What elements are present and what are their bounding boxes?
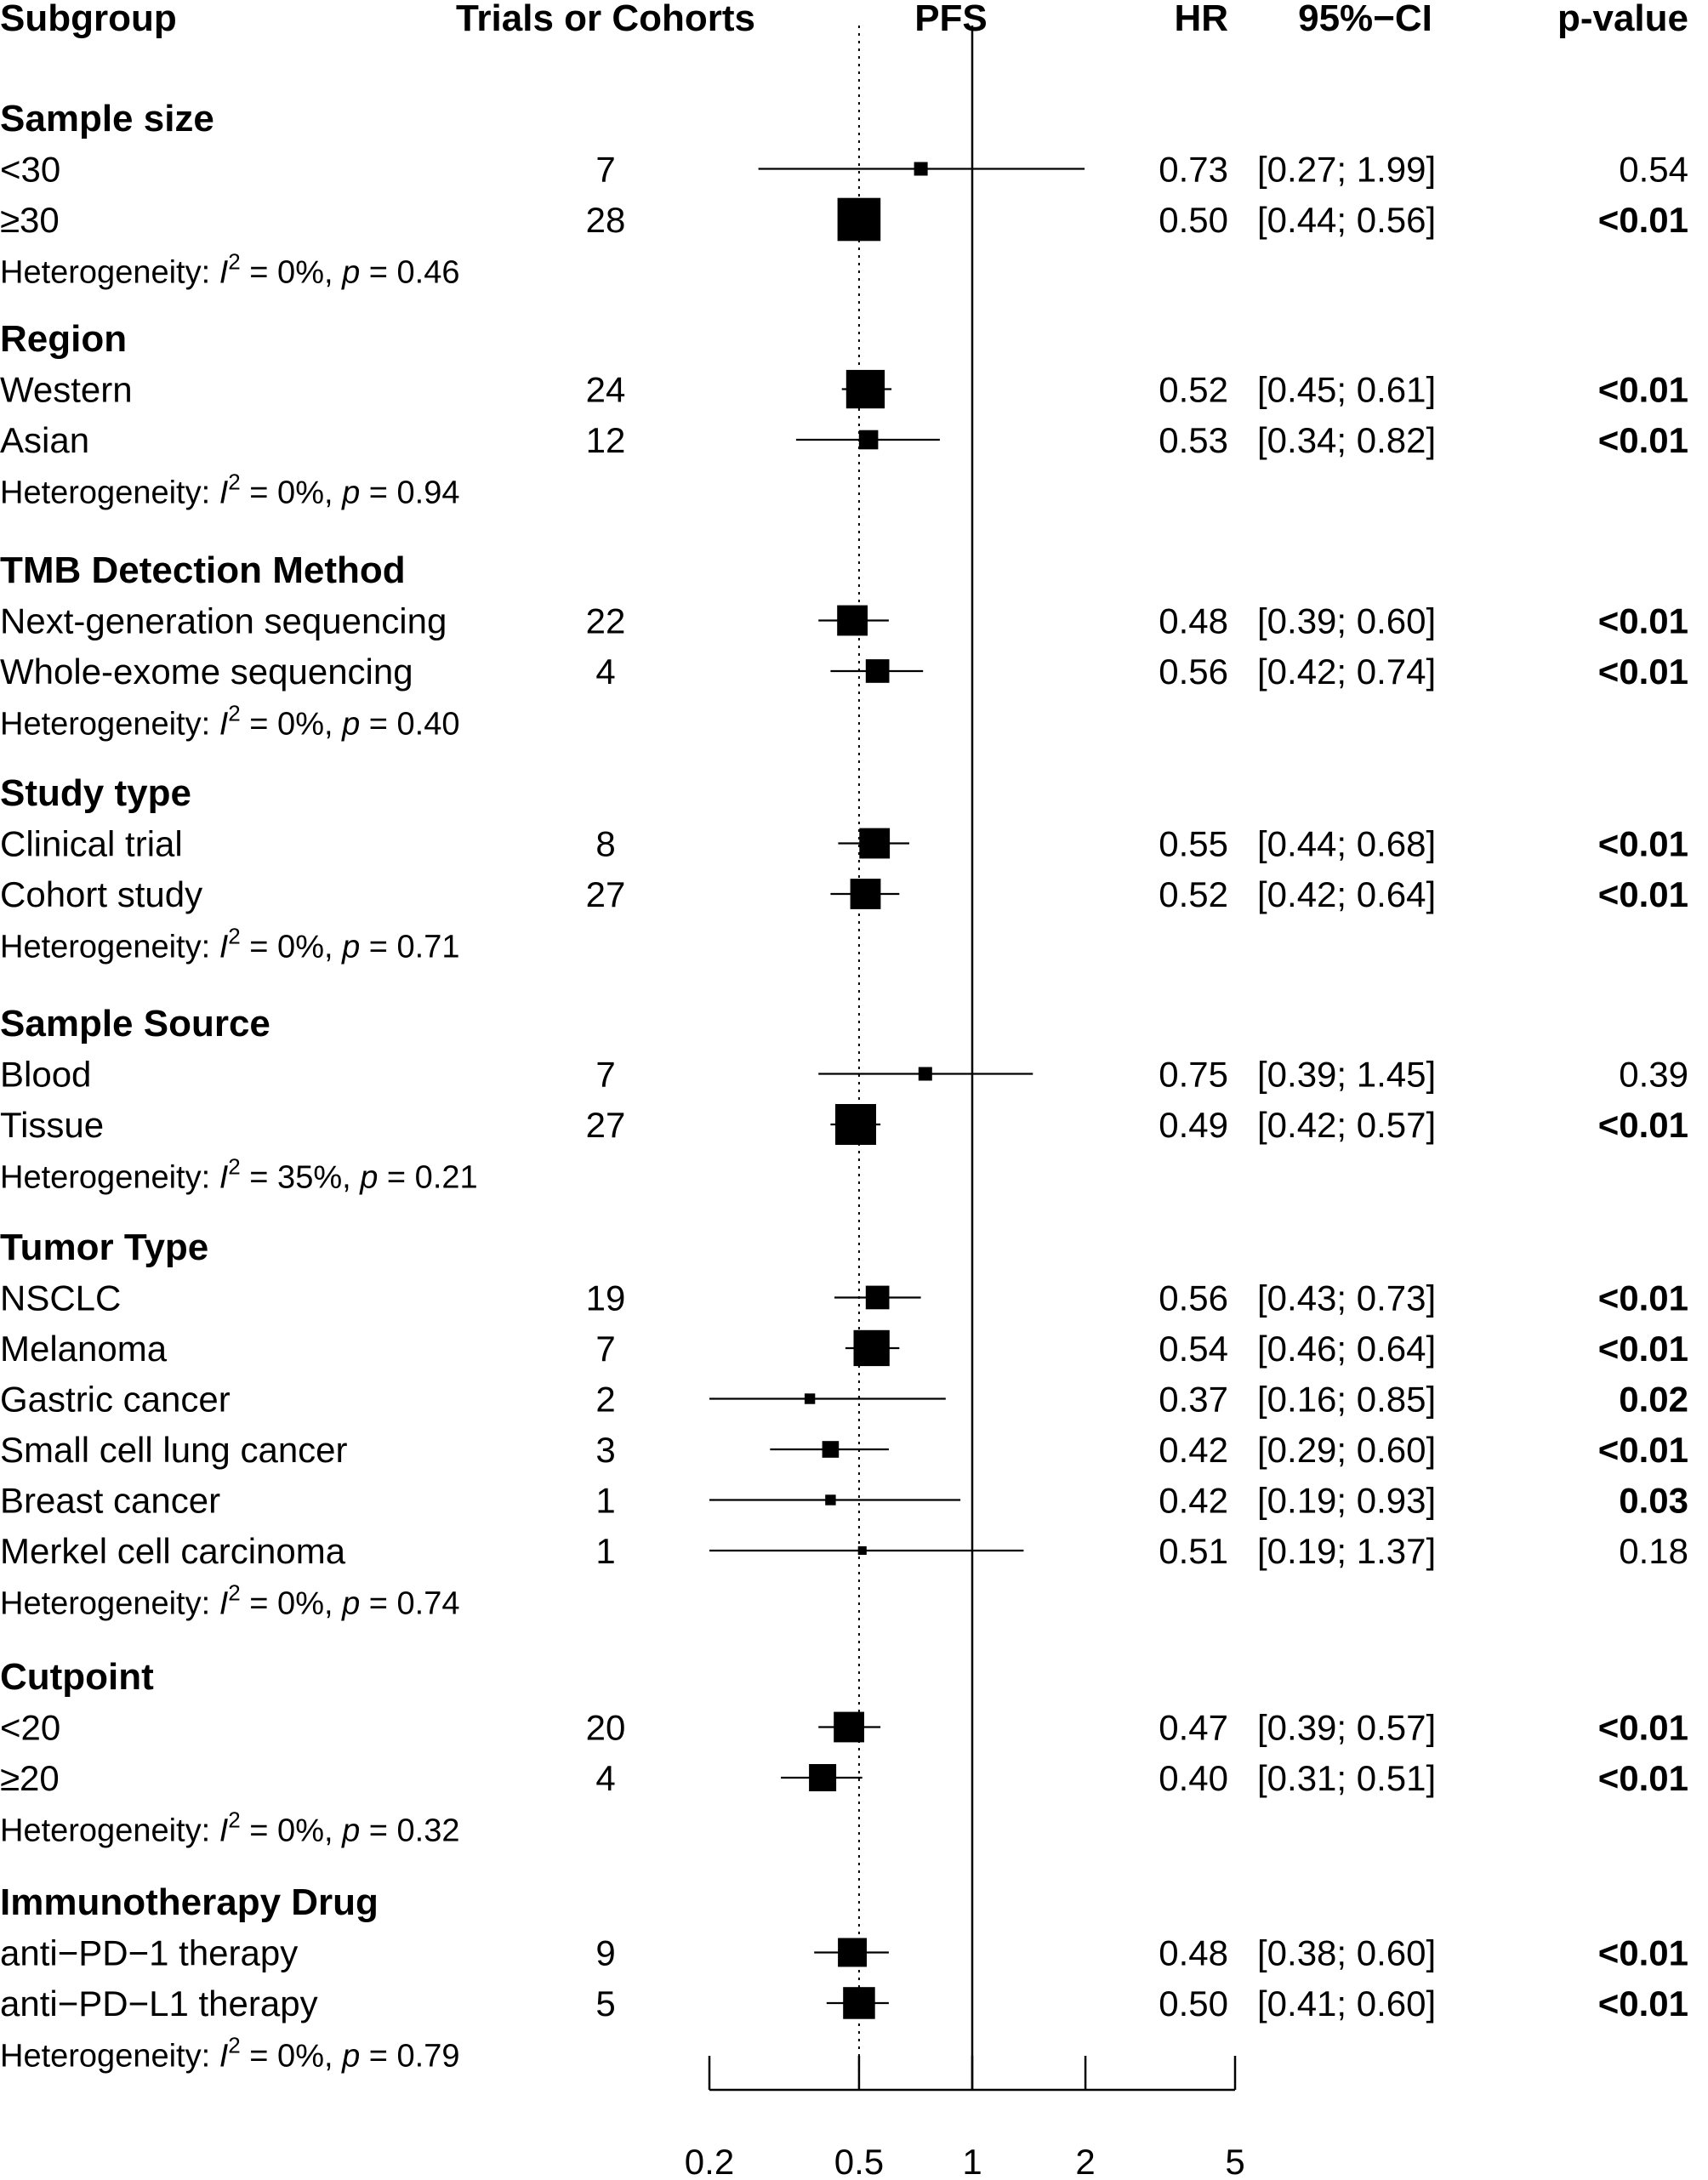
row-p-value: <0.01 <box>1597 420 1688 460</box>
row-trial-count: 20 <box>585 1707 626 1748</box>
heterogeneity-stat <box>0 2033 460 2075</box>
het-p-symbol: p <box>342 706 361 743</box>
row-hr-value: 0.40 <box>1159 1758 1228 1798</box>
het-superscript: 2 <box>228 2032 241 2058</box>
het-i2-value: = 0%, <box>240 2038 343 2075</box>
row-trial-count: 27 <box>585 874 626 914</box>
row-p-value: <0.01 <box>1597 200 1688 240</box>
het-i2-value: = 0%, <box>240 1585 343 1622</box>
row-trial-count: 5 <box>595 1984 616 2023</box>
hr-point-marker <box>866 1286 890 1310</box>
row-p-value: <0.01 <box>1597 1707 1688 1748</box>
row-ci-value: [0.34; 0.82] <box>1257 420 1437 460</box>
row-p-value: 0.03 <box>1619 1480 1688 1521</box>
het-i-symbol: I <box>219 2038 229 2075</box>
row-hr-value: 0.53 <box>1159 420 1228 460</box>
row-p-value: 0.39 <box>1619 1054 1688 1095</box>
het-superscript: 2 <box>228 248 241 275</box>
row-label: Asian <box>0 420 90 460</box>
row-trial-count: 7 <box>595 1329 616 1369</box>
forest-row <box>0 1708 1688 1748</box>
row-hr-value: 0.51 <box>1159 1531 1228 1571</box>
hr-point-marker <box>834 1712 864 1743</box>
row-trial-count: 2 <box>595 1379 616 1420</box>
het-p-symbol: p <box>342 475 361 511</box>
het-p-value: = 0.94 <box>360 475 460 511</box>
row-p-value: <0.01 <box>1597 1984 1688 2023</box>
row-trial-count: 22 <box>585 600 626 641</box>
row-hr-value: 0.73 <box>1159 149 1228 190</box>
forest-row <box>0 1430 1688 1470</box>
het-p-symbol: p <box>360 1159 379 1196</box>
forest-row <box>0 1984 1688 2023</box>
header-ci: 95%−CI <box>1298 0 1432 39</box>
hr-point-marker <box>835 1104 876 1145</box>
row-hr-value: 0.50 <box>1159 1984 1228 2023</box>
het-i2-value: = 0%, <box>240 254 343 291</box>
het-superscript: 2 <box>228 469 241 495</box>
row-label: NSCLC <box>0 1278 122 1318</box>
hr-point-marker <box>846 370 885 408</box>
row-trial-count: 1 <box>595 1480 616 1521</box>
het-i-symbol: I <box>219 254 229 291</box>
row-trial-count: 1 <box>595 1531 616 1571</box>
row-label: Cohort study <box>0 874 203 914</box>
forest-row <box>0 601 1688 641</box>
row-hr-value: 0.49 <box>1159 1105 1228 1145</box>
hr-point-marker <box>809 1764 836 1791</box>
x-tick-label: 2 <box>1075 2142 1096 2180</box>
row-trial-count: 12 <box>585 420 626 460</box>
row-ci-value: [0.38; 0.60] <box>1257 1932 1437 1973</box>
row-hr-value: 0.37 <box>1159 1379 1228 1420</box>
forest-row <box>0 198 1688 242</box>
het-superscript: 2 <box>228 923 241 949</box>
subgroup-title: Immunotherapy Drug <box>0 1881 379 1923</box>
row-p-value: <0.01 <box>1597 823 1688 864</box>
forest-row <box>0 1055 1688 1095</box>
het-prefix: Heterogeneity: <box>0 475 219 511</box>
row-label: Small cell lung cancer <box>0 1430 348 1470</box>
row-label: Melanoma <box>0 1329 168 1369</box>
hr-point-marker <box>823 1441 840 1458</box>
hr-point-marker <box>859 430 879 450</box>
heterogeneity-stat <box>0 1154 478 1196</box>
subgroup-title: Study type <box>0 772 191 814</box>
het-prefix: Heterogeneity: <box>0 1159 219 1196</box>
het-i-symbol: I <box>219 706 229 743</box>
row-ci-value: [0.43; 0.73] <box>1257 1278 1437 1318</box>
het-p-value: = 0.46 <box>360 254 460 291</box>
het-superscript: 2 <box>228 1807 241 1833</box>
row-label: Blood <box>0 1054 92 1095</box>
row-ci-value: [0.46; 0.64] <box>1257 1329 1437 1369</box>
row-label: <30 <box>0 149 61 190</box>
row-hr-value: 0.50 <box>1159 200 1228 240</box>
hr-point-marker <box>851 879 881 909</box>
row-hr-value: 0.56 <box>1159 652 1228 692</box>
forest-row <box>0 824 1688 864</box>
row-ci-value: [0.19; 1.37] <box>1257 1531 1437 1571</box>
row-ci-value: [0.16; 0.85] <box>1257 1379 1437 1420</box>
row-p-value: 0.54 <box>1619 149 1688 190</box>
subgroup-block <box>0 549 1688 743</box>
het-i-symbol: I <box>219 1159 229 1196</box>
row-p-value: <0.01 <box>1597 1278 1688 1318</box>
het-p-symbol: p <box>342 929 361 965</box>
row-trial-count: 28 <box>585 200 626 240</box>
forest-row <box>0 1531 1688 1571</box>
het-p-value: = 0.79 <box>360 2038 460 2075</box>
het-p-symbol: p <box>342 1813 361 1849</box>
row-label: Merkel cell carcinoma <box>0 1531 346 1571</box>
row-hr-value: 0.56 <box>1159 1278 1228 1318</box>
hr-point-marker <box>825 1494 835 1505</box>
het-p-value: = 0.32 <box>360 1813 460 1849</box>
het-superscript: 2 <box>228 1580 241 1606</box>
heterogeneity-stat <box>0 924 460 965</box>
hr-point-marker <box>919 1067 932 1081</box>
row-ci-value: [0.31; 0.51] <box>1257 1758 1437 1798</box>
subgroup-title: Sample Source <box>0 1003 270 1044</box>
row-trial-count: 24 <box>585 369 626 410</box>
heterogeneity-stat <box>0 249 460 291</box>
row-p-value: <0.01 <box>1597 369 1688 410</box>
subgroup-title: Sample size <box>0 98 214 139</box>
het-i2-value: = 35%, <box>240 1159 361 1196</box>
row-label: Western <box>0 369 133 410</box>
het-i2-value: = 0%, <box>240 706 343 743</box>
row-label: ≥20 <box>0 1758 60 1798</box>
het-i2-value: = 0%, <box>240 475 343 511</box>
x-tick-label: 0.2 <box>684 2142 735 2180</box>
row-label: Clinical trial <box>0 823 183 864</box>
x-axis <box>685 2056 1245 2180</box>
subgroup-title: Cutpoint <box>0 1656 154 1698</box>
row-p-value: <0.01 <box>1597 1758 1688 1798</box>
row-p-value: 0.02 <box>1619 1379 1688 1420</box>
het-i2-value: = 0%, <box>240 929 343 965</box>
row-hr-value: 0.48 <box>1159 1932 1228 1973</box>
header-trials: Trials or Cohorts <box>455 0 756 39</box>
forest-row <box>0 1104 1688 1145</box>
row-hr-value: 0.52 <box>1159 874 1228 914</box>
row-p-value: 0.18 <box>1619 1531 1688 1571</box>
hr-point-marker <box>838 198 881 242</box>
row-p-value: <0.01 <box>1597 600 1688 641</box>
subgroup-block <box>0 98 1688 291</box>
het-i-symbol: I <box>219 1585 229 1622</box>
row-label: Whole-exome sequencing <box>0 652 413 692</box>
hr-point-marker <box>838 1938 867 1967</box>
row-trial-count: 27 <box>585 1105 626 1145</box>
hr-point-marker <box>837 606 868 636</box>
header-p-value: p-value <box>1557 0 1688 39</box>
row-p-value: <0.01 <box>1597 1932 1688 1973</box>
header-row <box>0 0 1688 39</box>
row-label: Tissue <box>0 1105 105 1145</box>
row-p-value: <0.01 <box>1597 1329 1688 1369</box>
het-prefix: Heterogeneity: <box>0 1585 219 1622</box>
het-prefix: Heterogeneity: <box>0 929 219 965</box>
row-hr-value: 0.75 <box>1159 1054 1228 1095</box>
het-i-symbol: I <box>219 929 229 965</box>
row-ci-value: [0.44; 0.68] <box>1257 823 1437 864</box>
subgroup-block <box>0 1881 1688 2075</box>
het-p-value: = 0.71 <box>360 929 460 965</box>
row-ci-value: [0.41; 0.60] <box>1257 1984 1437 2023</box>
row-hr-value: 0.55 <box>1159 823 1228 864</box>
row-hr-value: 0.42 <box>1159 1480 1228 1521</box>
row-hr-value: 0.47 <box>1159 1707 1228 1748</box>
header-hr: HR <box>1174 0 1228 39</box>
het-p-symbol: p <box>342 2038 361 2075</box>
subgroup-block <box>0 772 1688 965</box>
row-label: anti−PD−1 therapy <box>0 1932 299 1973</box>
heterogeneity-stat <box>0 470 460 511</box>
row-label: Gastric cancer <box>0 1379 231 1420</box>
row-p-value: <0.01 <box>1597 1430 1688 1470</box>
forest-row <box>0 150 1688 190</box>
forest-row <box>0 1278 1688 1318</box>
hr-point-marker <box>858 1546 867 1555</box>
forest-row <box>0 874 1688 914</box>
het-i2-value: = 0%, <box>240 1813 343 1849</box>
row-hr-value: 0.42 <box>1159 1430 1228 1470</box>
het-superscript: 2 <box>228 1153 241 1180</box>
forest-row <box>0 1329 1688 1369</box>
header-pfs: PFS <box>914 0 988 39</box>
forest-row <box>0 370 1688 410</box>
row-label: Next-generation sequencing <box>0 600 447 641</box>
reference-lines <box>859 26 972 2090</box>
hr-point-marker <box>914 162 928 176</box>
het-prefix: Heterogeneity: <box>0 254 219 291</box>
row-label: ≥30 <box>0 200 60 240</box>
row-hr-value: 0.48 <box>1159 600 1228 641</box>
row-trial-count: 8 <box>595 823 616 864</box>
forest-row <box>0 420 1688 460</box>
forest-row <box>0 1380 1688 1420</box>
het-prefix: Heterogeneity: <box>0 706 219 743</box>
forest-row <box>0 652 1688 692</box>
row-ci-value: [0.39; 0.60] <box>1257 600 1437 641</box>
row-ci-value: [0.45; 0.61] <box>1257 369 1437 410</box>
subgroup-title: TMB Detection Method <box>0 549 406 591</box>
row-trial-count: 7 <box>595 1054 616 1095</box>
row-trial-count: 7 <box>595 149 616 190</box>
forest-row <box>0 1758 1688 1798</box>
x-tick-label: 5 <box>1225 2142 1245 2180</box>
het-i-symbol: I <box>219 475 229 511</box>
row-ci-value: [0.39; 0.57] <box>1257 1707 1437 1748</box>
row-label: anti−PD−L1 therapy <box>0 1984 318 2023</box>
het-p-value: = 0.21 <box>378 1159 478 1196</box>
row-trial-count: 19 <box>585 1278 626 1318</box>
row-ci-value: [0.42; 0.74] <box>1257 652 1437 692</box>
subgroup-block <box>0 1003 1688 1196</box>
het-p-symbol: p <box>342 1585 361 1622</box>
heterogeneity-stat <box>0 1807 460 1849</box>
row-ci-value: [0.44; 0.56] <box>1257 200 1437 240</box>
row-ci-value: [0.42; 0.64] <box>1257 874 1437 914</box>
row-trial-count: 9 <box>595 1932 616 1973</box>
heterogeneity-stat <box>0 701 460 743</box>
row-hr-value: 0.54 <box>1159 1329 1228 1369</box>
row-p-value: <0.01 <box>1597 1105 1688 1145</box>
forest-row <box>0 1481 1688 1521</box>
row-trial-count: 3 <box>595 1430 616 1470</box>
het-prefix: Heterogeneity: <box>0 2038 219 2075</box>
row-ci-value: [0.42; 0.57] <box>1257 1105 1437 1145</box>
het-p-value: = 0.40 <box>360 706 460 743</box>
subgroup-block <box>0 1227 1688 1622</box>
row-label: Breast cancer <box>0 1480 221 1521</box>
heterogeneity-stat <box>0 1580 460 1622</box>
het-p-value: = 0.74 <box>360 1585 460 1622</box>
header-subgroup: Subgroup <box>0 0 177 39</box>
hr-point-marker <box>859 828 890 859</box>
subgroup-block <box>0 1656 1688 1849</box>
hr-point-marker <box>805 1393 815 1403</box>
x-tick-label: 0.5 <box>834 2142 885 2180</box>
hr-point-marker <box>843 1987 874 2019</box>
subgroup-block <box>0 318 1688 511</box>
het-i-symbol: I <box>219 1813 229 1849</box>
row-ci-value: [0.19; 0.93] <box>1257 1480 1437 1521</box>
row-p-value: <0.01 <box>1597 874 1688 914</box>
row-hr-value: 0.52 <box>1159 369 1228 410</box>
hr-point-marker <box>854 1330 890 1366</box>
row-p-value: <0.01 <box>1597 652 1688 692</box>
het-p-symbol: p <box>342 254 361 291</box>
subgroup-title: Tumor Type <box>0 1227 209 1268</box>
row-ci-value: [0.27; 1.99] <box>1257 149 1437 190</box>
row-trial-count: 4 <box>595 1758 616 1798</box>
het-prefix: Heterogeneity: <box>0 1813 219 1849</box>
forest-row <box>0 1933 1688 1973</box>
x-tick-label: 1 <box>962 2142 982 2180</box>
hr-point-marker <box>866 659 890 683</box>
row-ci-value: [0.29; 0.60] <box>1257 1430 1437 1470</box>
subgroup-rows <box>0 98 1688 2075</box>
subgroup-title: Region <box>0 318 128 360</box>
row-ci-value: [0.39; 1.45] <box>1257 1054 1437 1095</box>
het-superscript: 2 <box>228 700 241 726</box>
row-trial-count: 4 <box>595 652 616 692</box>
row-label: <20 <box>0 1707 61 1748</box>
